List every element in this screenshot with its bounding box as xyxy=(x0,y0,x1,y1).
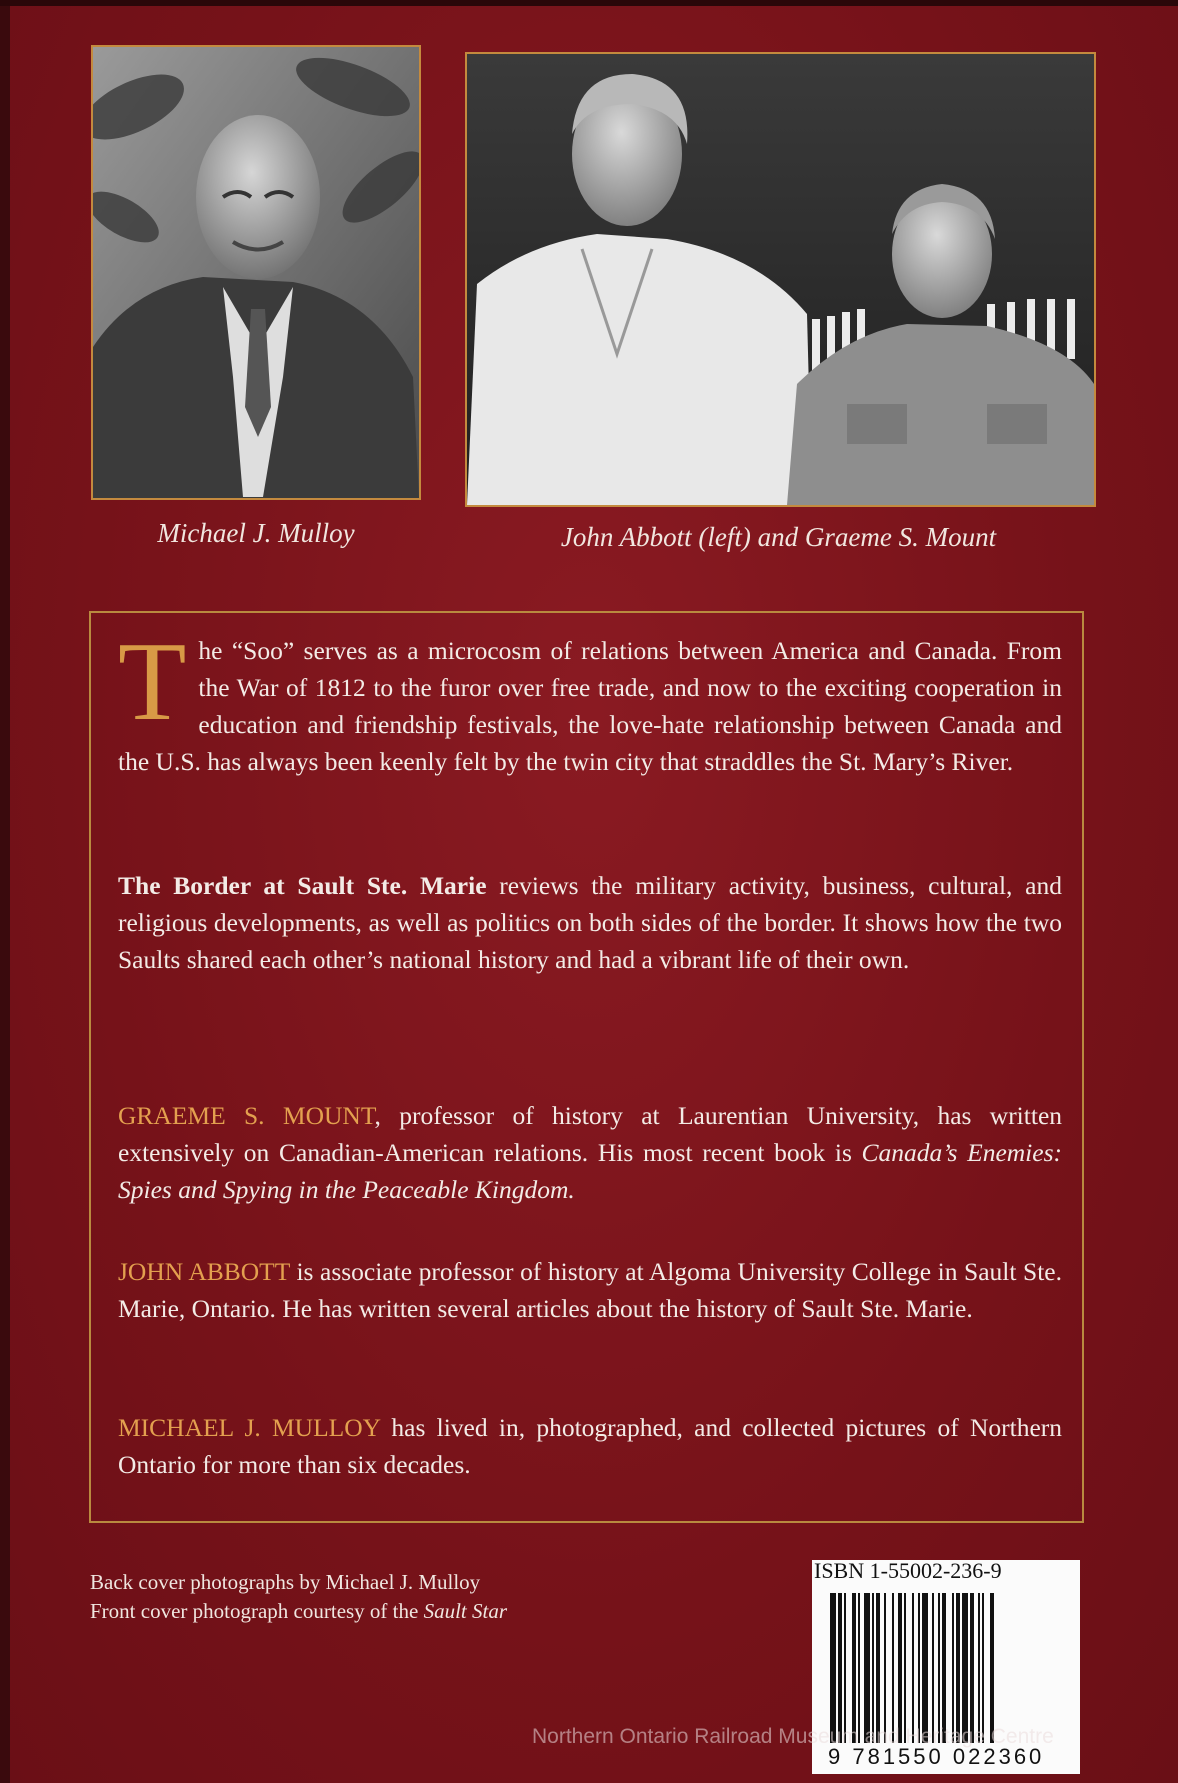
portrait-photo-abbott-mount xyxy=(465,52,1096,507)
spine-edge xyxy=(0,0,10,1783)
author-name-mulloy: MICHAEL J. MULLOY xyxy=(118,1413,381,1442)
photo-caption-abbott-mount: John Abbott (left) and Graeme S. Mount xyxy=(560,522,997,552)
author-bio-abbott-text: is associate professor of history at Algoma University College in Sault Ste. Marie, Ontario. He has written several articles about the history of Sault Ste. Marie. xyxy=(118,1257,1062,1323)
author-book-mount: Canada’s Enemies: Spies and Spying in the Peaceable Kingdom. xyxy=(118,1138,1062,1204)
book-title: The Border at Sault Ste. Marie xyxy=(118,871,487,900)
description-paragraph-2-text: reviews the military activity, business, cultural, and religious developments, as well as politics on both sides of the border. It shows how the two Saults shared each other’s national history and had a vibrant life of their own. xyxy=(118,871,1062,974)
watermark: Northern Ontario Railroad Museum and Heritage Centre xyxy=(532,1725,1054,1748)
top-edge xyxy=(0,0,1178,6)
photo-caption-mulloy: Michael J. Mulloy xyxy=(157,518,355,548)
description-paragraph-2 xyxy=(118,867,1062,978)
barcode-number: 9 781550 022360 xyxy=(828,1744,1045,1769)
credit-source: Sault Star xyxy=(423,1599,508,1623)
author-name-abbott: JOHN ABBOTT xyxy=(118,1257,290,1286)
author-bio-abbott xyxy=(118,1253,1062,1327)
description-paragraph-1 xyxy=(118,620,1062,780)
photo-credits xyxy=(90,1568,650,1626)
isbn-label: ISBN 1-55002-236-9 xyxy=(814,1558,1002,1583)
author-bio-mulloy-text: has lived in, photographed, and collected pictures of Northern Ontario for more than six decades. xyxy=(118,1413,1063,1479)
author-bio-mount-text: , professor of history at Laurentian University, has written extensively on Canadian-American relations. His most recent book is xyxy=(118,1101,1063,1167)
credit-back-cover: Back cover photographs by Michael J. Mulloy xyxy=(90,1570,481,1594)
credit-front-cover xyxy=(90,1597,650,1626)
description-paragraph-1-text: he “Soo” serves as a microcosm of relations between America and Canada. From the War of 1812 to the furor over free trade, and now to the exciting cooperation in education and friendship festivals, the love-hate relationship between Canada and the U.S. has always been keenly felt by the twin city that straddles the St. Mary’s River. xyxy=(118,636,1062,776)
author-bio-mulloy xyxy=(118,1409,1062,1483)
portrait-photo-mulloy xyxy=(91,45,421,500)
credit-front-cover-text: Front cover photograph courtesy of the xyxy=(90,1599,424,1623)
barcode-icon xyxy=(830,1593,1066,1743)
author-bio-mount xyxy=(118,1097,1062,1208)
author-name-mount: GRAEME S. MOUNT xyxy=(118,1101,375,1130)
drop-cap: T xyxy=(118,620,187,744)
